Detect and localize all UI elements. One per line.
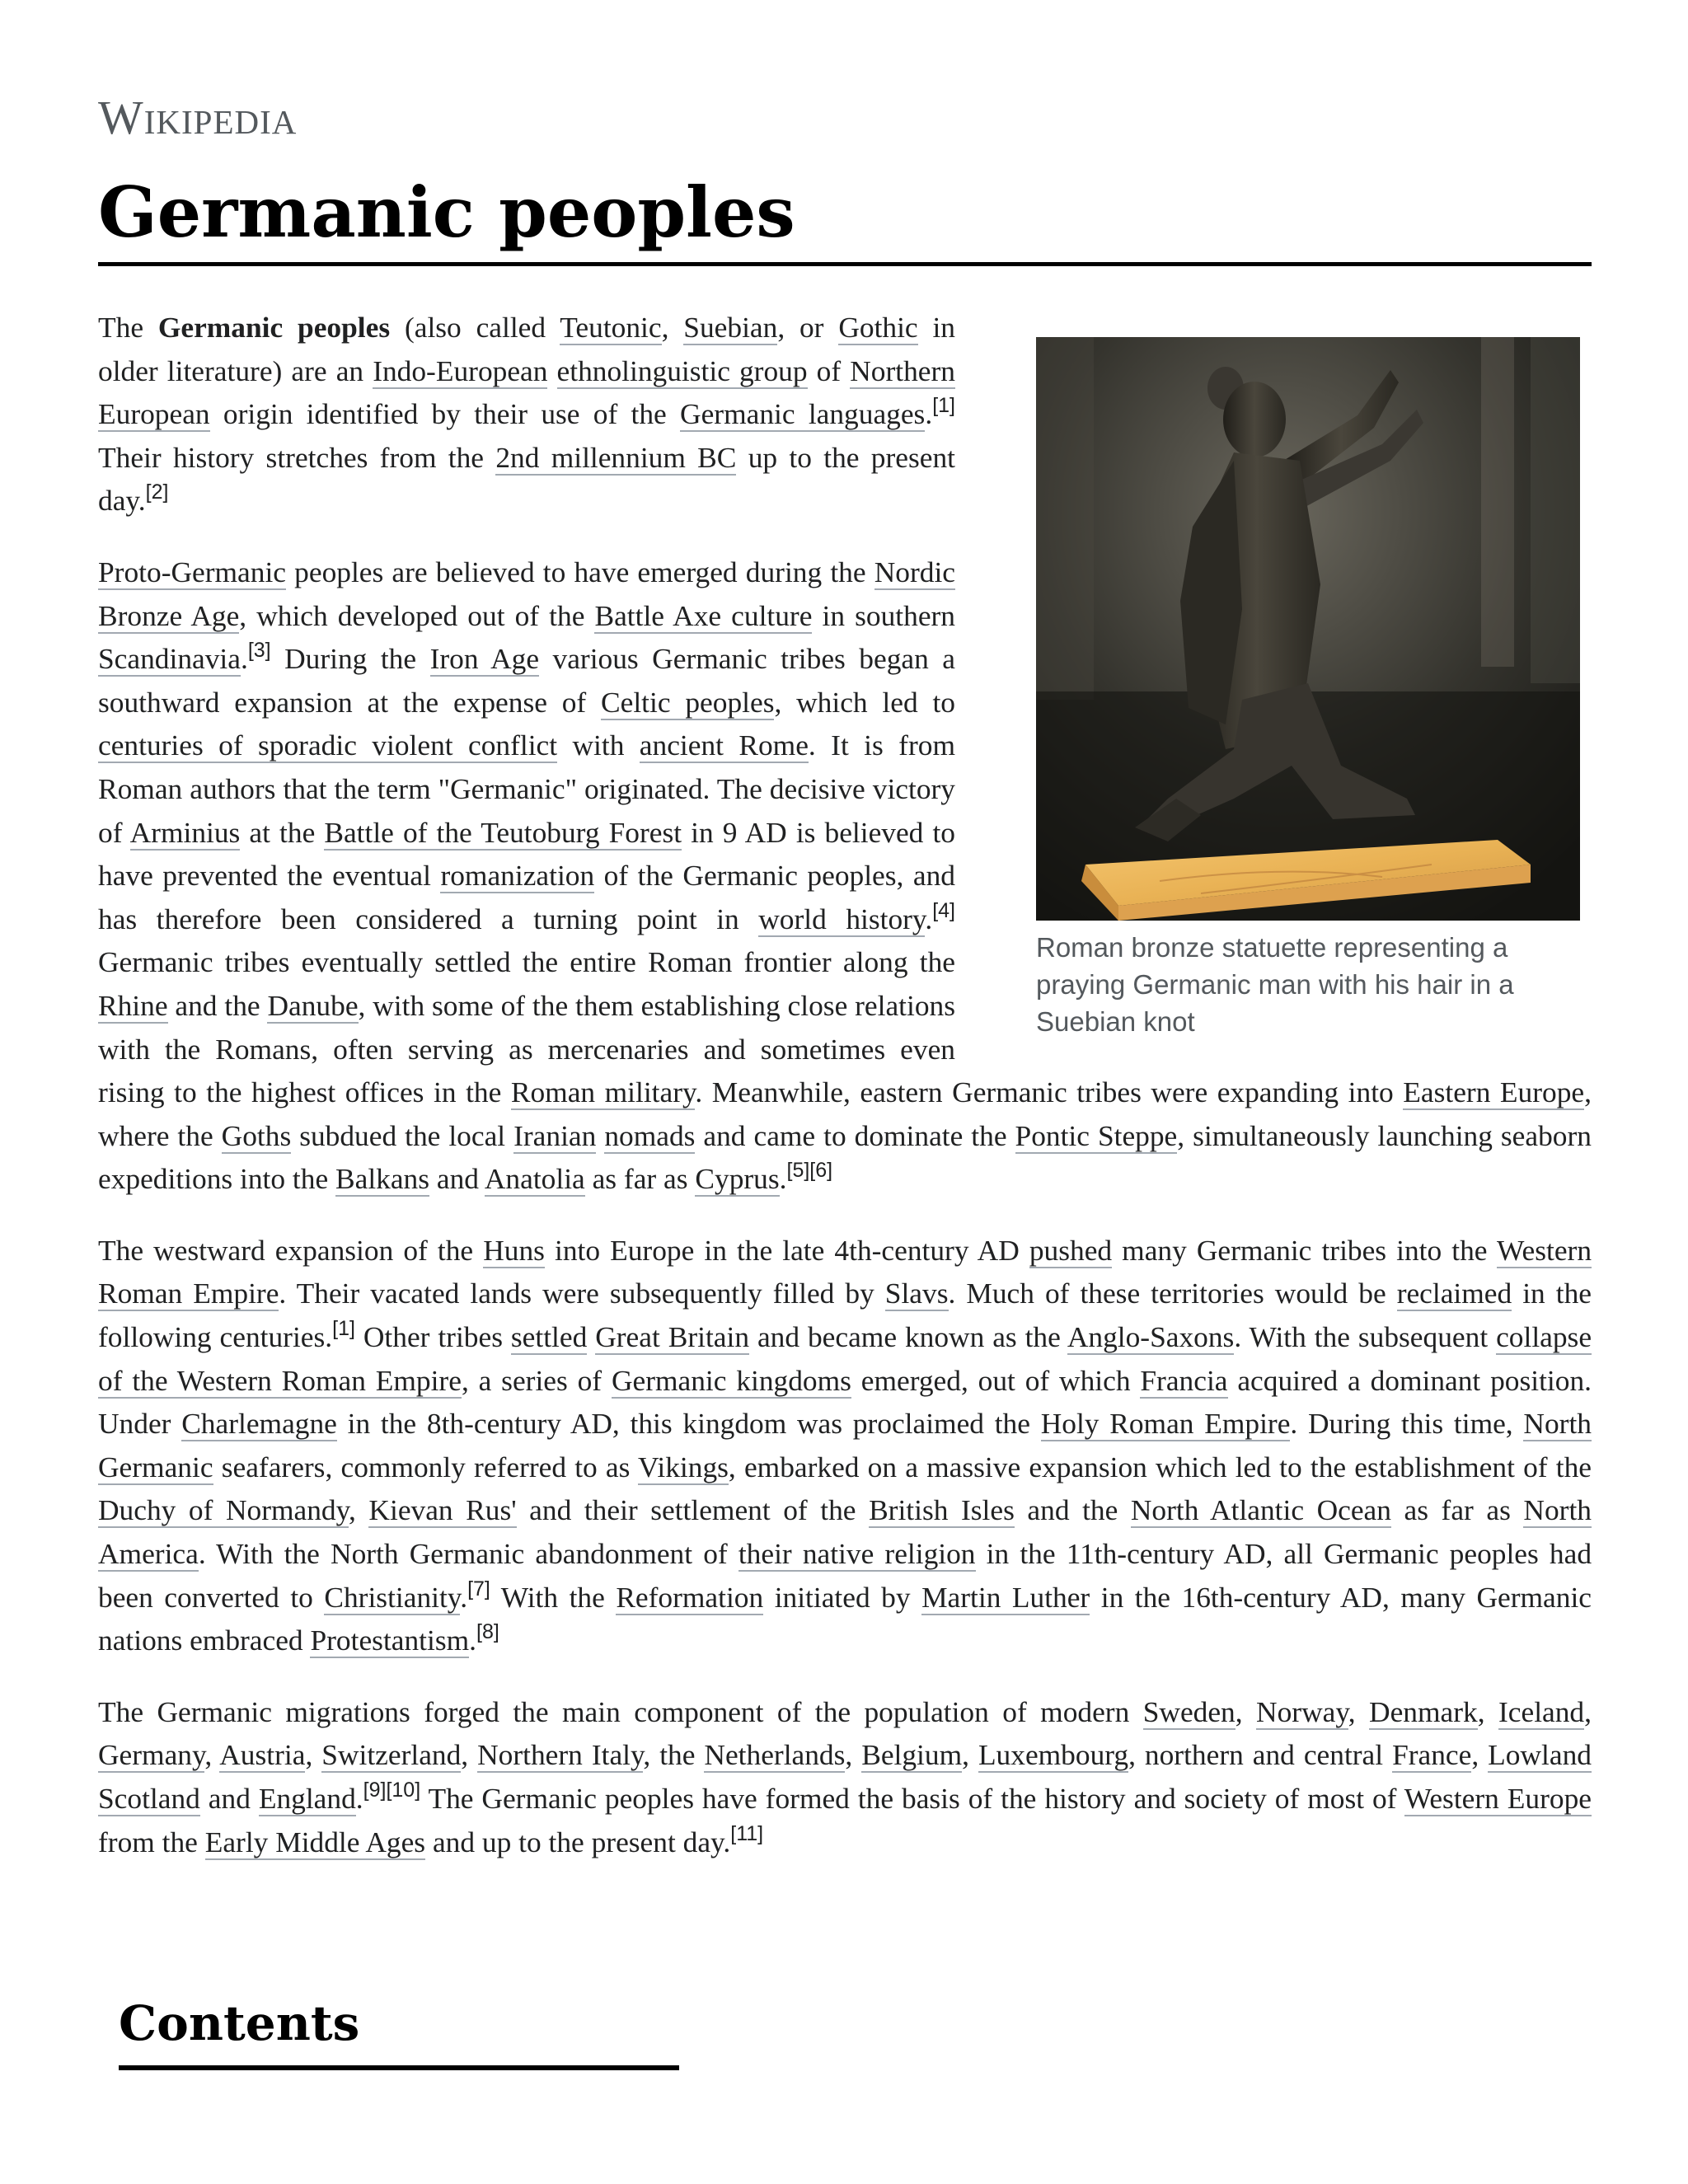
- infobox-figure: [1036, 337, 1580, 1040]
- citation-3[interactable]: [3]: [247, 639, 271, 663]
- text: , embarked on a massive expansion which led to the establishment of the: [728, 1450, 1592, 1483]
- text: , which developed out of the: [239, 598, 595, 632]
- link-celtic-peoples[interactable]: Celtic peoples: [601, 685, 775, 719]
- text: origin identified by their use of the: [209, 397, 681, 431]
- link-germanic-languages[interactable]: Germanic languages: [680, 397, 926, 431]
- link-british-isles[interactable]: British Isles: [869, 1493, 1015, 1527]
- text: , where the: [98, 1076, 1592, 1152]
- link-austria[interactable]: Austria: [219, 1738, 306, 1772]
- contents-heading: Contents: [119, 1995, 360, 2051]
- text: ,: [204, 1738, 220, 1772]
- link-arminius[interactable]: Arminius: [129, 815, 241, 849]
- link-martin-luther[interactable]: Martin Luther: [921, 1580, 1090, 1614]
- link-netherlands[interactable]: Netherlands: [704, 1738, 846, 1772]
- link-nordic-bronze-age[interactable]: Nordic Bronze Age: [98, 555, 955, 632]
- citation-6[interactable]: [6]: [809, 1159, 833, 1183]
- link-sweden[interactable]: Sweden: [1142, 1694, 1236, 1728]
- text: ,: [305, 1738, 322, 1772]
- text: and their settlement of the: [516, 1493, 870, 1527]
- text: of the Germanic peoples, and has therefore been considered a turning point in: [98, 859, 955, 935]
- text: Their history stretches from the: [98, 440, 496, 474]
- text: .: [460, 1580, 468, 1614]
- text: and the: [1014, 1493, 1131, 1527]
- link-huns[interactable]: Huns: [483, 1233, 545, 1267]
- text: ,: [1235, 1694, 1257, 1728]
- link-switzerland[interactable]: Switzerland: [321, 1738, 462, 1772]
- text: Other tribes: [354, 1320, 511, 1354]
- link-proto-germanic[interactable]: Proto-Germanic: [98, 555, 287, 588]
- link-kievan-rus[interactable]: Kievan Rus': [368, 1493, 517, 1527]
- text: (also called: [390, 311, 560, 344]
- link-rhine[interactable]: Rhine: [98, 988, 168, 1022]
- text: in southern: [812, 598, 956, 632]
- text: .: [240, 642, 248, 676]
- link-goths[interactable]: Goths: [221, 1118, 292, 1152]
- text: ,: [661, 311, 684, 344]
- link-northern-european[interactable]: Northern European: [98, 354, 955, 431]
- link-ethnolinguistic-group[interactable]: ethnolinguistic group: [556, 354, 808, 387]
- link-lowland-scotland[interactable]: Lowland Scotland: [98, 1738, 1592, 1815]
- text: in older literature) are an: [98, 311, 955, 387]
- contents-divider: [119, 2065, 679, 2070]
- link-roman-military[interactable]: Roman military: [510, 1076, 696, 1109]
- text: . Their vacated lands were subsequently filled by: [279, 1277, 885, 1310]
- link-collapse-western-roman-empire[interactable]: collapse of the Western Roman Empire: [98, 1320, 1592, 1397]
- page-title: Germanic peoples: [98, 171, 795, 253]
- text: in 9 AD is believed to have prevented the eventual: [98, 815, 955, 893]
- text: , simultaneously launching seaborn expeditions into the: [98, 1118, 1592, 1196]
- text: The westward expansion of the: [98, 1233, 484, 1267]
- text: in the 16th-century AD, many Germanic nations embraced: [98, 1580, 1592, 1657]
- paragraph-migrations: [98, 1229, 1592, 1662]
- link-nomads[interactable]: nomads: [604, 1118, 696, 1152]
- link-ancient-rome[interactable]: ancient Rome: [639, 729, 809, 762]
- link-western-europe[interactable]: Western Europe: [1404, 1782, 1592, 1815]
- text: peoples are believed to have emerged during the: [286, 555, 874, 588]
- text: from the: [98, 1825, 205, 1858]
- statuette-image[interactable]: [1036, 337, 1580, 921]
- text: , with some of the them establishing close relations with the Romans, often serving as mercenaries and sometimes even rising to the highest offices in the: [98, 988, 955, 1109]
- text: Germanic tribes eventually settled the entire Roman frontier along the: [98, 945, 955, 979]
- link-reformation[interactable]: Reformation: [616, 1580, 764, 1614]
- text: With the: [490, 1580, 617, 1614]
- text: and the: [167, 988, 268, 1022]
- link-eastern-europe[interactable]: Eastern Europe: [1403, 1076, 1585, 1109]
- text: , which led to: [774, 685, 955, 719]
- link-protestantism[interactable]: Protestantism: [310, 1624, 470, 1657]
- link-england[interactable]: England: [258, 1782, 356, 1815]
- text: various Germanic tribes began a southward expansion at the expense of: [98, 642, 955, 719]
- text: ,: [1584, 1694, 1592, 1728]
- link-anatolia[interactable]: Anatolia: [484, 1162, 585, 1196]
- text: [547, 354, 556, 387]
- link-settled[interactable]: settled: [510, 1320, 588, 1354]
- text: of: [807, 354, 851, 387]
- text: The Germanic peoples have formed the basis of the history and society of most of: [420, 1782, 1404, 1815]
- text: and up to the present day.: [425, 1825, 731, 1858]
- text: in the 8th-century AD, this kingdom was proclaimed the: [336, 1407, 1041, 1441]
- text: subdued the local: [291, 1118, 514, 1152]
- citation-4[interactable]: [4]: [932, 898, 955, 922]
- link-northern-italy[interactable]: Northern Italy: [477, 1738, 644, 1772]
- text: [587, 1320, 595, 1353]
- text: .: [925, 902, 933, 935]
- citation-8[interactable]: [8]: [476, 1620, 499, 1644]
- text: seafarers, commonly referred to as: [213, 1450, 638, 1483]
- citation-7[interactable]: [7]: [467, 1577, 490, 1601]
- link-slavs[interactable]: Slavs: [884, 1277, 949, 1310]
- link-france[interactable]: France: [1392, 1738, 1472, 1772]
- link-north-america[interactable]: North America: [98, 1493, 1592, 1571]
- text: in the following centuries.: [98, 1277, 1592, 1354]
- text: initiated by: [763, 1580, 922, 1614]
- text: [596, 1119, 604, 1152]
- wikipedia-wordmark[interactable]: Wikipedia: [98, 91, 298, 144]
- text: with: [557, 729, 640, 762]
- link-indo-european[interactable]: Indo-European: [373, 354, 548, 387]
- text: up to the present day.: [98, 440, 955, 518]
- link-germanic-kingdoms[interactable]: Germanic kingdoms: [611, 1363, 851, 1397]
- text: . Much of these territories would be: [948, 1277, 1397, 1310]
- citation-5[interactable]: [5]: [786, 1159, 810, 1183]
- link-gothic[interactable]: Gothic: [838, 311, 918, 344]
- text: and became known as the: [749, 1320, 1067, 1354]
- text: as far as: [1390, 1493, 1524, 1527]
- link-vikings[interactable]: Vikings: [637, 1450, 729, 1483]
- link-sporadic-conflict[interactable]: centuries of sporadic violent conflict: [98, 729, 558, 762]
- link-holy-roman-empire[interactable]: Holy Roman Empire: [1040, 1407, 1291, 1441]
- link-native-religion[interactable]: their native religion: [738, 1537, 976, 1571]
- figure-caption: Roman bronze statuette representing a praying Germanic man with his hair in a Suebian knot: [1036, 932, 1514, 1037]
- text: , or: [777, 311, 839, 344]
- text: . With the subsequent: [1234, 1320, 1497, 1354]
- text: many Germanic tribes into the: [1112, 1233, 1497, 1267]
- text: into Europe in the late 4th-century AD: [544, 1233, 1029, 1267]
- link-romanization[interactable]: romanization: [440, 859, 595, 893]
- link-anglo-saxons[interactable]: Anglo-Saxons: [1067, 1320, 1235, 1354]
- link-danube[interactable]: Danube: [267, 988, 359, 1022]
- link-iceland[interactable]: Iceland: [1498, 1694, 1585, 1728]
- link-francia[interactable]: Francia: [1140, 1363, 1228, 1397]
- link-iron-age[interactable]: Iron Age: [429, 642, 540, 676]
- text: and: [199, 1782, 259, 1815]
- text: ,: [962, 1738, 978, 1772]
- text: .: [469, 1624, 477, 1657]
- title-divider: [98, 262, 1592, 266]
- link-pushed[interactable]: pushed: [1029, 1233, 1113, 1267]
- link-battle-axe-culture[interactable]: Battle Axe culture: [594, 598, 813, 632]
- citation-11[interactable]: [11]: [730, 1821, 764, 1845]
- link-north-germanic[interactable]: North Germanic: [98, 1407, 1592, 1483]
- link-early-middle-ages[interactable]: Early Middle Ages: [204, 1825, 426, 1858]
- link-2nd-millennium-bc[interactable]: 2nd millennium BC: [495, 440, 737, 474]
- link-teutoburg-forest[interactable]: Battle of the Teutoburg Forest: [324, 815, 682, 849]
- link-balkans[interactable]: Balkans: [335, 1162, 430, 1196]
- text: ,: [845, 1738, 862, 1772]
- link-christianity[interactable]: Christianity: [324, 1580, 461, 1614]
- text: , a series of: [461, 1363, 612, 1397]
- link-great-britain[interactable]: Great Britain: [595, 1320, 750, 1354]
- citation-1[interactable]: [1]: [332, 1317, 355, 1341]
- text: During the: [270, 642, 430, 676]
- text: The Germanic migrations forged the main component of the population of modern: [98, 1694, 1143, 1728]
- bold-term: Germanic peoples: [157, 311, 391, 344]
- link-western-roman-empire[interactable]: Western Roman Empire: [98, 1233, 1592, 1310]
- text: .: [355, 1782, 363, 1815]
- link-norway[interactable]: Norway: [1256, 1694, 1348, 1728]
- link-belgium[interactable]: Belgium: [861, 1738, 963, 1772]
- link-teutonic[interactable]: Teutonic: [560, 311, 662, 344]
- citation-1[interactable]: [1]: [932, 394, 955, 418]
- link-world-history[interactable]: world history: [758, 902, 926, 935]
- text: . It is from Roman authors that the term "Germanic" originated. The decisive victory of: [98, 729, 955, 849]
- citation-10[interactable]: [10]: [386, 1779, 421, 1802]
- link-iranian[interactable]: Iranian: [513, 1118, 597, 1152]
- text: acquired a dominant position. Under: [98, 1363, 1592, 1441]
- link-cyprus[interactable]: Cyprus: [695, 1162, 780, 1196]
- article-body: [98, 306, 1592, 1891]
- text: and: [429, 1162, 485, 1196]
- text: ,: [1471, 1738, 1489, 1772]
- citation-2[interactable]: [2]: [145, 480, 169, 504]
- text: The: [98, 311, 158, 344]
- link-reclaimed[interactable]: reclaimed: [1396, 1277, 1512, 1310]
- text: and came to dominate the: [695, 1118, 1015, 1152]
- text: ,: [461, 1738, 478, 1772]
- link-north-atlantic-ocean[interactable]: North Atlantic Ocean: [1130, 1493, 1391, 1527]
- text: ,: [349, 1493, 369, 1527]
- link-pontic-steppe[interactable]: Pontic Steppe: [1015, 1118, 1178, 1152]
- link-suebian[interactable]: Suebian: [683, 311, 778, 344]
- text: . Meanwhile, eastern Germanic tribes were expanding into: [695, 1076, 1404, 1109]
- text: . During this time,: [1290, 1407, 1524, 1441]
- text: .: [925, 397, 933, 431]
- link-luxembourg[interactable]: Luxembourg: [978, 1738, 1129, 1772]
- text: . With the North Germanic abandonment of: [198, 1537, 738, 1571]
- text: , the: [643, 1738, 705, 1772]
- citation-9[interactable]: [9]: [363, 1779, 387, 1802]
- link-denmark[interactable]: Denmark: [1369, 1694, 1478, 1728]
- text: ,: [1348, 1694, 1370, 1728]
- link-duchy-of-normandy[interactable]: Duchy of Normandy: [98, 1493, 349, 1527]
- paragraph-modern: [98, 1690, 1592, 1863]
- text: in the 11th-century AD, all Germanic peoples had been converted to: [98, 1537, 1592, 1614]
- link-scandinavia[interactable]: Scandinavia: [98, 642, 241, 676]
- link-germany[interactable]: Germany: [98, 1738, 205, 1772]
- text: as far as: [584, 1162, 696, 1196]
- link-charlemagne[interactable]: Charlemagne: [181, 1407, 337, 1441]
- text: emerged, out of which: [851, 1363, 1141, 1397]
- text: .: [779, 1162, 787, 1196]
- text: , northern and central: [1128, 1738, 1393, 1772]
- text: ,: [1477, 1694, 1498, 1728]
- text: at the: [240, 815, 325, 849]
